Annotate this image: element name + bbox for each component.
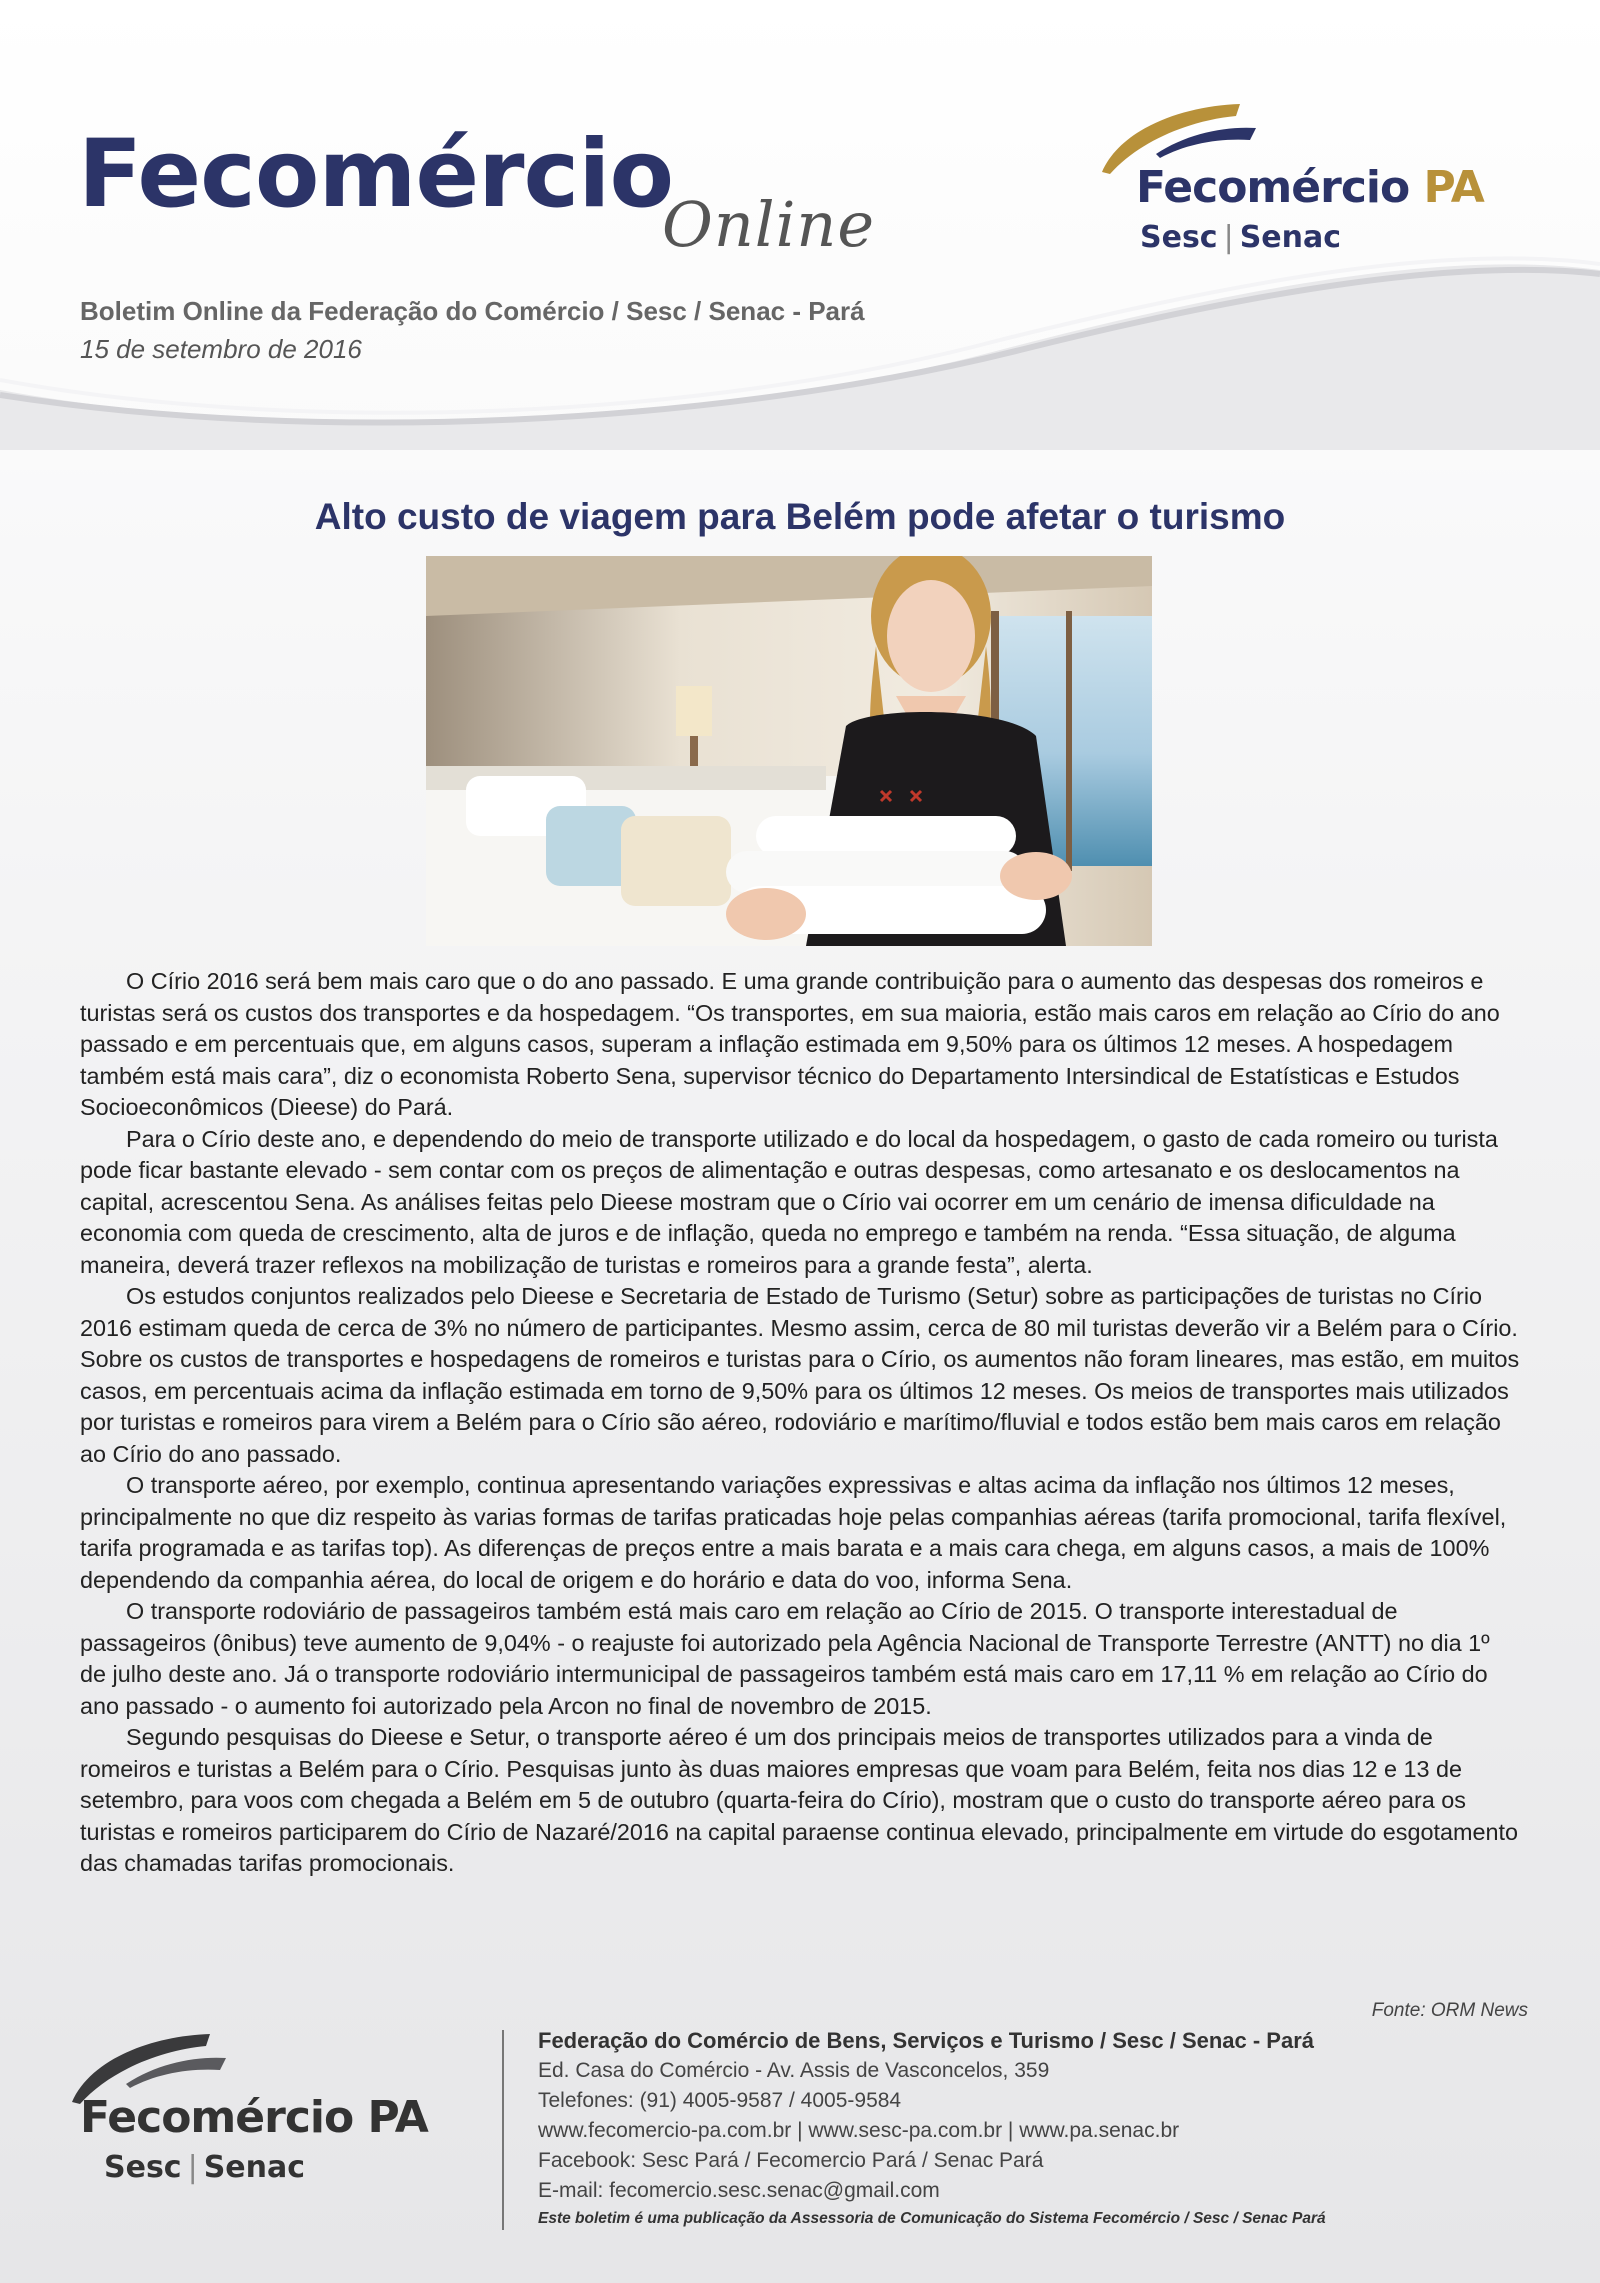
article-title: Alto custo de viagem para Belém pode afetar o turismo (314, 496, 1286, 537)
logo-name (1136, 162, 1484, 213)
footer-publication-note: Este boletim é uma publicação da Assessoria de Comunicação do Sistema Fecomércio / Sesc / Senac Pará (538, 2210, 1326, 2227)
logo-name-main: Fecomércio (1136, 162, 1410, 213)
footer-org-name: Federação do Comércio de Bens, Serviços e Turismo / Sesc / Senac - Pará (538, 2028, 1315, 2053)
footer-logo-unit-separator: | (187, 2150, 198, 2185)
logo-unit-separator: | (1223, 220, 1234, 255)
article-paragraph: O Círio 2016 será bem mais caro que o do ano passado. E uma grande contribuição para o aumento das despesas dos romeiros e turistas será os custos dos transportes e da hospedagem. “Os transportes, em sua maioria, estão mais caros em relação ao Círio do ano passado e em percentuais que, em alguns casos, superam a inflação estimada em 9,50% para os últimos 12 meses. A hospedagem também está mais cara”, diz o economista Roberto Sena, supervisor técnico do Departamento Intersindical de Estatísticas e Estudos Socioeconômicos (Dieese) do Pará. (80, 968, 1500, 1120)
fecomercio-pa-logo (1100, 100, 1520, 270)
footer-logo-units (104, 2150, 305, 2185)
footer-phones: Telefones: (91) 4005-9587 / 4005-9584 (538, 2089, 902, 2112)
footer-logo-name (80, 2092, 428, 2143)
article-body (80, 966, 1520, 1880)
article-paragraph: Segundo pesquisas do Dieese e Setur, o transporte aéreo é um dos principais meios de transportes utilizados para a vinda de romeiros e turistas a Belém para o Círio. Pesquisas junto às duas maiores empresas que voam para Belém, feita nos dias 12 e 13 de setembro, para voos com chegada a Belém em 5 de outubro (quarta-feira do Círio), mostram que o custo do transporte aéreo para os turistas e romeiros participarem do Círio de Nazaré/2016 na capital paraense continua elevado, principalmente em virtude do esgotamento das chamadas tarifas promocionais. (80, 1724, 1519, 1876)
footer-address: Ed. Casa do Comércio - Av. Assis de Vasconcelos, 359 (538, 2059, 1050, 2082)
logo-unit-sesc: Sesc (1140, 220, 1218, 255)
brand-subtitle: Online (662, 188, 876, 261)
footer-divider (502, 2030, 504, 2230)
footer-email[interactable]: E-mail: fecomercio.sesc.senac@gmail.com (538, 2179, 940, 2202)
bulletin-line: Boletim Online da Federação do Comércio / Sesc / Senac - Pará (80, 296, 865, 326)
logo-unit-senac: Senac (1239, 220, 1342, 255)
article-paragraph: Os estudos conjuntos realizados pelo Dieese e Secretaria de Estado de Turismo (Setur) sobre as participações de turistas no Círio 2016 estimam queda de cerca de 3% no número de participantes. Mesmo assim, cerca de 80 mil turistas deverão vir a Belém para o Círio. Sobre os custos de transportes e hospedagens de romeiros e turistas para o Círio, os aumentos não foram lineares, mas estão, em muitos casos, em percentuais acima da inflação estimada em torno de 9,50% para os últimos 12 meses. Os meios de transportes mais utilizados por turistas e romeiros para virem a Belém para o Círio são aéreo, rodoviário e marítimo/fluvial e todos estão bem mais caros em relação ao Círio do ano passado. (80, 1283, 1520, 1467)
brand-title: Fecomércio (78, 120, 674, 229)
footer-logo-unit-senac: Senac (203, 2150, 306, 2185)
article-paragraph: O transporte aéreo, por exemplo, continua apresentando variações expressivas e altas acima da inflação nos últimos 12 meses, principalmente no que diz respeito às varias formas de tarifas praticadas hoje pelas companhias aéreas (tarifa promocional, tarifa flexível, tarifa programada e as tarifas top). As diferenças de preços entre a mais barata e a mais cara chega, em alguns casos, a mais de 100% dependendo da companhia aérea, do local de origem e do horário e data do voo, informa Sena. (80, 1472, 1507, 1593)
article-paragraph: O transporte rodoviário de passageiros também está mais caro em relação ao Círio de 2015. O transporte interestadual de passageiros (ônibus) teve aumento de 9,04% - o reajuste foi autorizado pela Agência Nacional de Transporte Terrestre (ANTT) no dia 1º de julho deste ano. Já o transporte rodoviário intermunicipal de passageiros também está mais caro em 17,11 % em relação ao Círio do ano passado - o aumento foi autorizado pela Arcon no final de novembro de 2015. (80, 1598, 1490, 1719)
publication-date: 15 de setembro de 2016 (80, 334, 362, 364)
footer-logo-name-suffix: PA (367, 2092, 428, 2143)
footer-logo-name-main: Fecomércio (80, 2092, 354, 2143)
footer-websites[interactable]: www.fecomercio-pa.com.br | www.sesc-pa.com.br | www.pa.senac.br (538, 2119, 1180, 2142)
header (0, 0, 1600, 470)
article-paragraph: Para o Círio deste ano, e dependendo do meio de transporte utilizado e do local da hospedagem, o gasto de cada romeiro ou turista pode ficar bastante elevado - sem contar com os preços de alimentação e outras despesas, como artesanato e os deslocamentos na capital, acrescentou Sena. As análises feitas pelo Dieese mostram que o Círio vai ocorrer em um cenário de imensa dificuldade na economia com queda de crescimento, alta de juros e de inflação, queda no emprego e também na renda. “Essa situação, de alguma maneira, deverá trazer reflexos na mobilização de turistas e romeiros para a grande festa”, alerta. (80, 1125, 1498, 1278)
article-source: Fonte: ORM News (1371, 2000, 1528, 2021)
footer-contact-info (538, 2026, 1538, 2232)
logo-name-suffix: PA (1423, 162, 1484, 213)
footer-facebook: Facebook: Sesc Pará / Fecomercio Pará / Senac Pará (538, 2149, 1044, 2172)
footer-logo-unit-sesc: Sesc (104, 2150, 182, 2185)
article-photo (426, 556, 1152, 946)
hotel-photo-illustration (426, 556, 1152, 946)
footer-logo (70, 2030, 490, 2200)
logo-units (1140, 220, 1341, 255)
